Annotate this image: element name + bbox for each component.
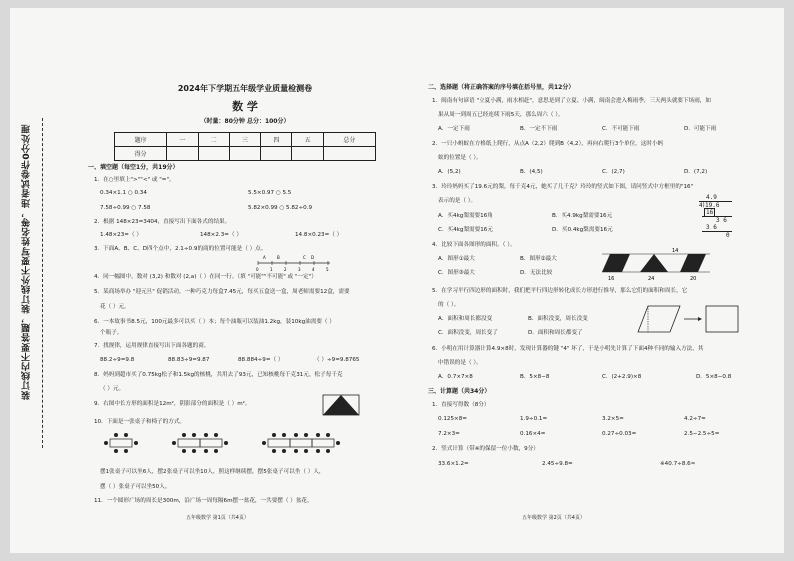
s2-q2-cont: 蚁的位置是（ ）。 — [438, 155, 482, 161]
s2-q4-option: A．图形①最大 — [438, 256, 475, 262]
score-table-header: 一 — [167, 133, 198, 147]
s2-q6-option: A．0.7×7×8 — [438, 374, 473, 380]
score-cell[interactable] — [261, 147, 292, 161]
direct-calc-item: 0.27÷0.03= — [602, 431, 637, 437]
score-cell[interactable] — [167, 147, 198, 161]
point-label: B — [277, 255, 280, 260]
s2-q1: 1．闽南有句谚语 "立夏小满，雨水相赶"，意思是到了立夏、小满，闽南会进入梅雨季，三天两头就要下场雨，如 — [432, 98, 711, 104]
binding-margin — [12, 118, 56, 448]
s2-q6-option: B．5×8−8 — [520, 374, 550, 380]
score-table-header: 五 — [292, 133, 323, 147]
axis-tick-label: 4 — [312, 267, 315, 272]
vertical-calc-item: 33.6×1.2= — [438, 461, 469, 467]
table-chair-figure — [96, 430, 386, 456]
s1-q1-item: 7.58÷0.99 ○ 7.58 — [100, 205, 151, 211]
s2-q5-option: A．面积和周长都没变 — [438, 316, 493, 322]
s2-q5-cont: 的（ ）。 — [438, 302, 460, 308]
s1-q6: 6．一本故事书8.5元，100元最多可以买（ ）本；每个油瓶可以装油1.2kg，装10kg油需要（ ） — [94, 319, 335, 325]
s2-q1-option: A．一定下雨 — [438, 126, 470, 132]
exam-sheet — [10, 8, 784, 553]
s1-q7: 7．找规律，运用规律直接写出下面各题的商。 — [94, 343, 210, 349]
binding-warning-text: 装订线内不要答题，装订线外不要写姓名等，违者试卷作0分处理 — [22, 124, 32, 400]
s2-q1-cont: 果从周一到周五已经连续下雨5天，那么周六（ ）。 — [438, 112, 564, 118]
shape-1-parallelogram — [602, 254, 630, 272]
axis-tick-label: 1 — [270, 267, 273, 272]
s1-q5-cont: 花（ ）元。 — [100, 304, 130, 310]
s1-q5: 5．某商场举办 "迎元旦" 促销活动，一种巧克力每盒7.45元，每买五盒送一盒，周老师需要12盒，需要 — [94, 289, 350, 295]
s1-q1-item: 0.34×1.1 ○ 0.34 — [100, 190, 147, 196]
direct-calc-item: 2.5−2.5÷5= — [684, 431, 720, 437]
s1-q9: 9．右图中长方形的面积是12m²，阴影部分的面积是（ ）m²。 — [94, 401, 251, 407]
direct-calc-item: 3.2×5= — [602, 416, 624, 422]
s2-q3-option: D．买0.4kg梨需要16元 — [552, 227, 613, 233]
s1-q7-item: 88.83÷9=9.87 — [168, 357, 210, 363]
direct-calc-item: 0.16×4= — [520, 431, 546, 437]
exam-title: 2024年下学期五年级学业质量检测卷 — [177, 84, 313, 93]
s1-q10-cont: 摆（ ）张桌子可以坐50人。 — [100, 484, 171, 490]
axis-tick-label: 3 — [298, 267, 301, 272]
s2-q2: 2．一只小蚂蚁在方格纸上爬行，从点A（2,2）爬到B（4,2），再向右爬行3个单位，这时小蚂 — [432, 141, 664, 147]
s1-q2: 2．根据 148×23=3404，直接写出下面各式的结果。 — [94, 219, 231, 225]
s2-q6-cont: 中错误的是（ ）。 — [438, 360, 482, 366]
s2-q2-option: D．(7,2) — [684, 169, 708, 175]
s1-q10-text: 摆1张桌子可以坐6人，摆2张桌子可以坐10人，照这样继续摆，摆5张桌子可以坐（ ）人， — [100, 469, 325, 475]
s1-q1-item: 5.5×0.97 ○ 5.5 — [248, 190, 292, 196]
s1-q8-cont: （ ）元。 — [100, 386, 125, 392]
parallelogram-to-rectangle-figure — [636, 304, 740, 334]
page-footer-right: 五年级数学 第2页（共4页） — [522, 515, 585, 521]
point-label: A — [263, 255, 266, 260]
score-table-header: 总分 — [323, 133, 375, 147]
s2-q6-option: D．5×8−0.8 — [696, 374, 732, 380]
s2-q3-option: A．买4kg梨需要16角 — [438, 213, 493, 219]
rectangle-shape — [706, 306, 738, 332]
s1-q2-item: 14.8×0.23=（ ） — [295, 232, 343, 238]
s2-q6: 6．小明在用计算器计算4.9×8时，发现计算器的键 "4" 坏了，于是小明先计算了下面4种不同的输入方法，其 — [432, 346, 704, 352]
shape-2-label: 24 — [648, 276, 655, 282]
section1-heading: 一、填空题（每空1分，共19分） — [88, 164, 179, 171]
point-label: D — [311, 255, 315, 260]
score-table-score-row — [115, 147, 376, 161]
s2-q4-option: D．无法比较 — [520, 270, 553, 276]
shape-1-label: 16 — [608, 276, 615, 282]
rectangle-triangle-figure — [322, 394, 360, 416]
division-remainder: 0 — [702, 231, 732, 239]
s3-sub2: 2．竖式计算（带※的保留一位小数，9分） — [432, 446, 539, 452]
direct-calc-item: 7.2×3= — [438, 431, 460, 437]
s1-q2-item: 1.48×23=（ ） — [100, 232, 142, 238]
s2-q5: 5．在学习平行四边形的面积时，我们把平行四边形转化成长方形进行推导，那么它们的面积和周长，它 — [432, 288, 688, 294]
area-comparison-figure — [596, 244, 716, 282]
s1-q1: 1．在○里填上">""<" 或 "="。 — [94, 177, 175, 183]
s1-q8: 8．妈妈到超市买了0.75kg松子和1.5kg的核桃，共用去了93元，已知核桃每千克31元，松子每千克 — [94, 372, 343, 378]
s2-q1-option: C．不可能下雨 — [602, 126, 640, 132]
s1-q7-item: 88.884÷9=（ ） — [238, 357, 284, 363]
division-step: 3 6 — [702, 216, 732, 224]
s2-q5-option: D．面积和周长都变了 — [528, 330, 583, 336]
score-table-header: 三 — [229, 133, 260, 147]
s2-q2-option: C．(2,7) — [602, 169, 625, 175]
s2-q5-option: C．面积没变，周长变了 — [438, 330, 498, 336]
score-table-header-row — [115, 133, 376, 147]
score-table-header: 四 — [261, 133, 292, 147]
page-footer-left: 五年级数学 第1页（共4页） — [186, 515, 249, 521]
score-table-header: 题序 — [115, 133, 167, 147]
division-dividend: 4⟌19.6 — [699, 201, 732, 209]
axis-tick-label: 2 — [284, 267, 287, 272]
s2-q3-cont: 表示的是（ ）。 — [438, 198, 477, 204]
s2-q4-option: B．图形②最大 — [520, 256, 557, 262]
point-label: C — [303, 255, 306, 260]
axis-tick-label: 5 — [326, 267, 329, 272]
section3-heading: 三、计算题（共34分） — [428, 388, 491, 395]
s3-sub1: 1．直接写得数（8分） — [432, 402, 490, 408]
axis-tick-label: 0 — [256, 267, 259, 272]
division-boxed-step — [692, 209, 732, 216]
one-table-arrangement — [104, 433, 138, 453]
division-step: 3 6 — [706, 224, 717, 231]
shape-3-trapezoid — [680, 254, 706, 272]
long-division-figure — [692, 194, 732, 239]
s1-q4: 4．同一幅图中，数对 (3,2) 和数对 (2,a)（ ）在同一行。（填 "可能""不可能" 或 "一定"） — [94, 274, 317, 280]
s2-q4-option: C．图形③最大 — [438, 270, 475, 276]
exam-meta: （时量：80分钟 总分：100分） — [200, 118, 290, 125]
s1-q7-item: 88.2÷9=9.8 — [100, 357, 135, 363]
score-cell[interactable] — [229, 147, 260, 161]
s2-q1-option: B．一定不下雨 — [520, 126, 558, 132]
score-cell[interactable] — [198, 147, 229, 161]
division-quotient: 4.9 — [706, 194, 717, 201]
figure-label-top: 14 — [672, 248, 679, 254]
vertical-calc-item: ※40.7÷8.6≈ — [660, 461, 696, 467]
page-2 — [402, 8, 784, 553]
shape-2-triangle — [640, 254, 668, 272]
binding-dashed-line — [42, 118, 43, 448]
s1-q1-item: 5.82×0.99 ○ 5.82÷0.9 — [248, 205, 313, 211]
score-table — [114, 132, 376, 161]
shape-3-label: 20 — [690, 276, 697, 282]
section2-heading: 二、选择题（将正确答案的序号填在括号里，共12分） — [428, 84, 575, 91]
two-table-arrangement — [172, 433, 228, 453]
score-table-header: 二 — [198, 133, 229, 147]
s2-q5-option: B．面积没变，周长没变 — [528, 316, 588, 322]
parallelogram-shape — [638, 306, 680, 332]
score-cell[interactable] — [323, 147, 375, 161]
number-line-figure — [256, 254, 332, 272]
direct-calc-item: 4.2÷7= — [684, 416, 706, 422]
s2-q3: 3．玲玲妈妈买了19.6元的梨，每千克4元，她买了几千克？玲玲的竖式如下图，请问竖式中方框里的"16" — [432, 184, 694, 190]
s2-q3-option: B．买4.9kg梨需要16元 — [552, 213, 613, 219]
boxed-16: 16 — [706, 209, 714, 216]
s1-q7-item: （ ）÷9=9.8765 — [314, 357, 360, 363]
subject-title: 数 学 — [232, 100, 258, 113]
score-row-label: 得分 — [115, 147, 167, 161]
s1-q3: 3．下面A、B、C、D四个点中，2.1÷0.9的商的位置可能是（ ）点。 — [94, 246, 267, 252]
page-1 — [10, 8, 392, 553]
s2-q3-option: C．买4kg梨需要16元 — [438, 227, 493, 233]
s2-q4: 4．比较下面各图形的面积。（ ）。 — [432, 242, 516, 248]
vertical-calc-item: 2.45÷9.8= — [542, 461, 573, 467]
three-table-arrangement — [262, 433, 340, 453]
direct-calc-item: 1.9÷0.1= — [520, 416, 548, 422]
s2-q2-option: A．(5,2) — [438, 169, 461, 175]
s1-q2-item: 148×2.3=（ ） — [200, 232, 242, 238]
s1-q11: 11．一个圆形广场的周长是300m，沿广场一周每隔6m摆一盆花，一共要摆（ ）盆花。 — [94, 498, 313, 504]
s2-q1-option: D．可能下雨 — [684, 126, 717, 132]
s1-q10: 10．下面是一张桌子和椅子的方式。 — [94, 419, 186, 425]
s2-q6-option: C．(2+2.9)×8 — [602, 374, 642, 380]
s1-q6-cont: 个瓶子。 — [100, 330, 123, 336]
s2-q2-option: B．(4,5) — [520, 169, 543, 175]
score-cell[interactable] — [292, 147, 323, 161]
direct-calc-item: 0.125×8= — [438, 416, 467, 422]
